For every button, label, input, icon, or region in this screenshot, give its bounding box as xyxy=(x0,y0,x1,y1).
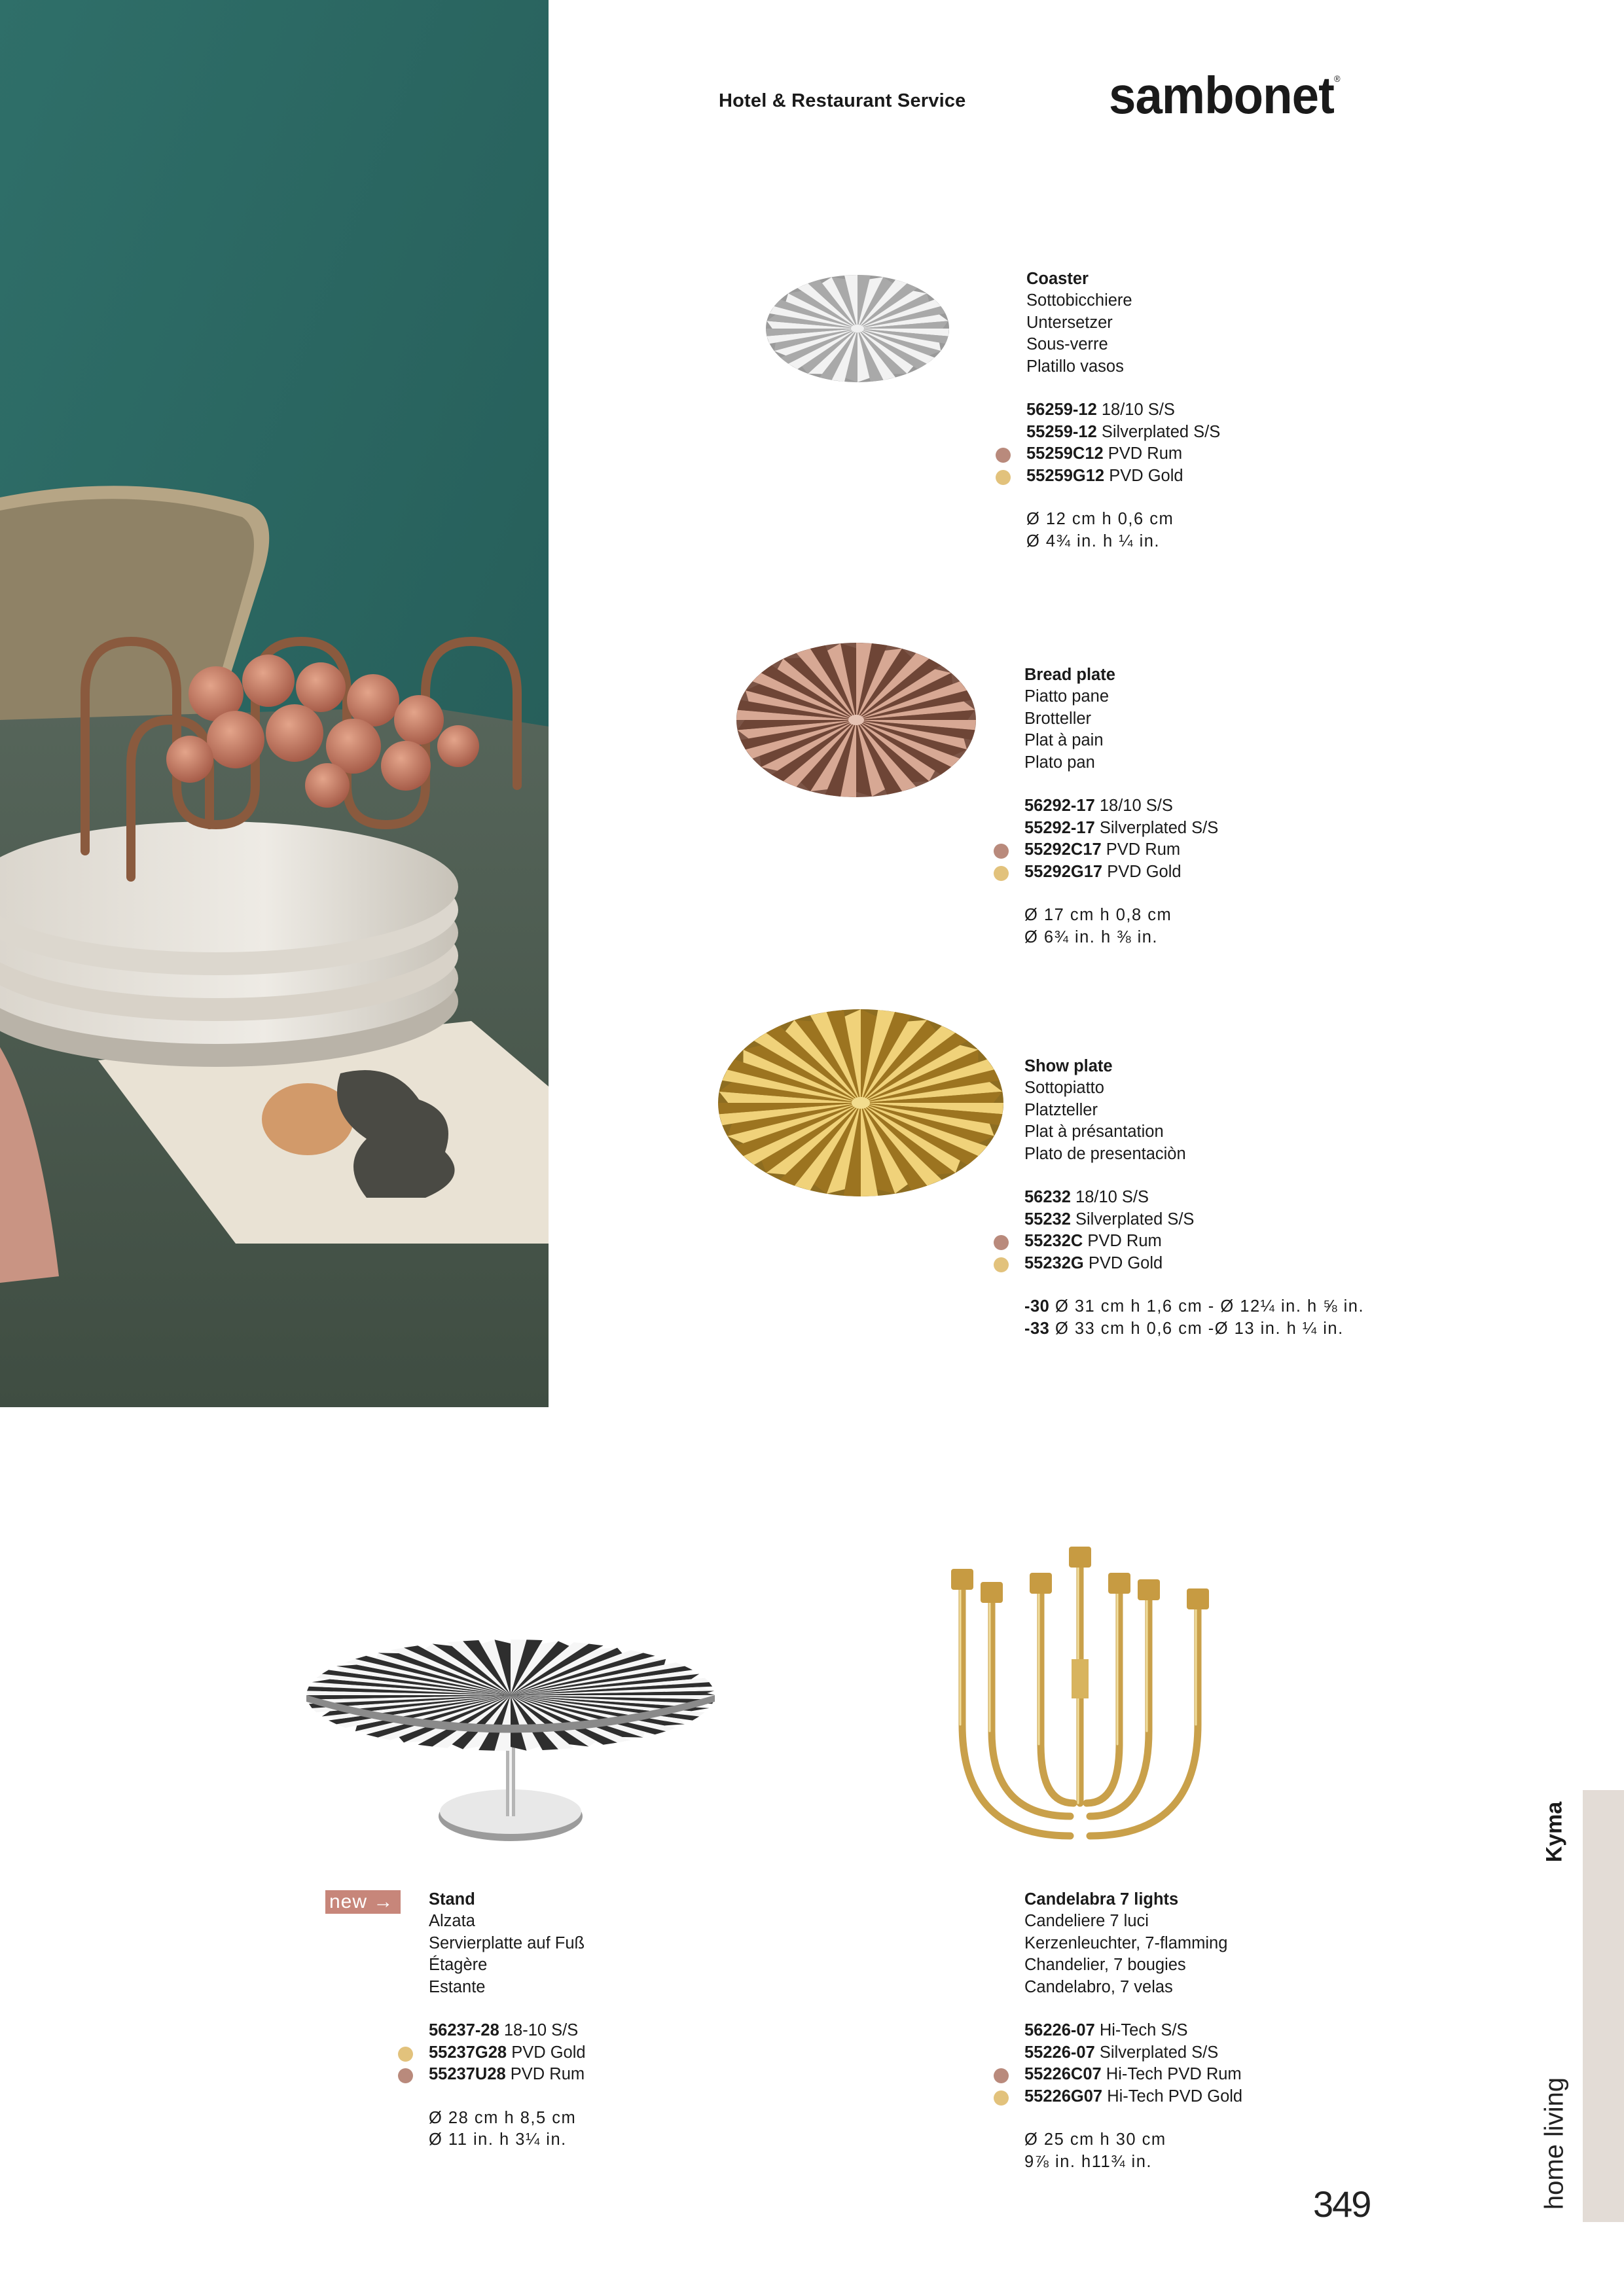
dimension-metric: Ø 28 cm h 8,5 cm xyxy=(429,2109,577,2128)
product-code: 55259G12 xyxy=(1026,466,1105,485)
product-title: Stand xyxy=(429,1890,475,1909)
code-line xyxy=(1024,2086,1242,2108)
code-line xyxy=(1024,1230,1364,1252)
product-code: 55232C xyxy=(1024,1232,1083,1251)
code-desc: Hi-Tech S/S xyxy=(1094,2021,1188,2040)
dimension-size-33 xyxy=(1024,1318,1364,1340)
section-label xyxy=(1538,2068,1571,2219)
rum-finish-dot xyxy=(994,2068,1009,2083)
show-plate-info xyxy=(1024,1056,1364,1340)
size-text: Ø 33 cm h 0,6 cm -Ø 13 in. h ¼ in. xyxy=(1049,1319,1344,1338)
code-line xyxy=(1024,2064,1242,2085)
product-code: 55226G07 xyxy=(1024,2087,1103,2106)
dimension-imperial: Ø 11 in. h 3¼ in. xyxy=(429,2130,567,2149)
new-badge: new → xyxy=(325,1890,401,1914)
product-name-it: Sottopiatto xyxy=(1024,1079,1104,1098)
code-desc: 18-10 S/S xyxy=(499,2021,579,2040)
product-code: 56237-28 xyxy=(429,2021,499,2040)
code-desc: Silverplated S/S xyxy=(1094,2043,1219,2062)
code-line xyxy=(1026,399,1220,421)
code-desc: PVD Gold xyxy=(1083,1253,1163,1272)
code-line xyxy=(1024,1187,1364,1208)
code-desc: PVD Rum xyxy=(505,2065,585,2084)
side-tab xyxy=(1583,1790,1624,2222)
code-line xyxy=(1024,817,1218,839)
rum-finish-dot xyxy=(994,844,1009,859)
show-plate-image xyxy=(713,1005,1008,1201)
product-name-es: Candelabro, 7 velas xyxy=(1024,1977,1173,1996)
code-desc: 18/10 S/S xyxy=(1094,797,1173,816)
code-desc: Silverplated S/S xyxy=(1070,1210,1195,1229)
gold-finish-dot xyxy=(996,470,1011,485)
coaster-info xyxy=(1026,268,1220,552)
product-code: 55232 xyxy=(1024,1210,1071,1229)
code-line xyxy=(1026,443,1220,465)
code-desc: PVD Rum xyxy=(1083,1232,1162,1251)
code-desc: PVD Gold xyxy=(1102,862,1182,881)
code-desc: 18/10 S/S xyxy=(1096,401,1175,420)
product-code: 56232 xyxy=(1024,1188,1071,1207)
brand-name: sambonet xyxy=(1109,66,1334,124)
bread-plate-info xyxy=(1024,664,1218,948)
rum-finish-dot xyxy=(994,1235,1009,1250)
code-desc: PVD Rum xyxy=(1101,840,1181,859)
code-line xyxy=(1024,861,1218,883)
product-name-fr: Chandelier, 7 bougies xyxy=(1024,1956,1186,1975)
stand-image xyxy=(301,1630,720,1865)
gold-finish-dot xyxy=(994,866,1009,881)
product-title: Candelabra 7 lights xyxy=(1024,1890,1179,1909)
product-name-it: Sottobicchiere xyxy=(1026,291,1132,310)
code-desc: Silverplated S/S xyxy=(1096,422,1221,441)
dimension-metric: Ø 25 cm h 30 cm xyxy=(1024,2130,1166,2149)
product-name-de: Kerzenleuchter, 7-flamming xyxy=(1024,1933,1228,1952)
product-code: 56292-17 xyxy=(1024,797,1095,816)
product-code: 55237U28 xyxy=(429,2065,506,2084)
product-name-fr: Plat à pain xyxy=(1024,731,1104,750)
dimension-metric: Ø 17 cm h 0,8 cm xyxy=(1024,906,1172,925)
rum-finish-dot xyxy=(398,2068,413,2083)
product-name-it: Piatto pane xyxy=(1024,687,1110,706)
code-line xyxy=(1026,422,1220,443)
product-code: 55237G28 xyxy=(429,2043,507,2062)
product-title: Bread plate xyxy=(1024,666,1115,684)
product-name-fr: Étagère xyxy=(429,1956,488,1975)
product-code: 55292G17 xyxy=(1024,862,1103,881)
size-text: Ø 31 cm h 1,6 cm - Ø 12¼ in. h ⅝ in. xyxy=(1049,1297,1365,1316)
stand-info xyxy=(429,1889,586,2151)
code-desc: PVD Rum xyxy=(1103,444,1183,463)
product-name-de: Brotteller xyxy=(1024,709,1092,728)
product-code: 56259-12 xyxy=(1026,401,1097,420)
product-name-it: Candeliere 7 luci xyxy=(1024,1912,1149,1931)
product-name-es: Plato pan xyxy=(1024,753,1095,772)
product-name-es: Plato de presentaciòn xyxy=(1024,1144,1186,1163)
code-line xyxy=(429,2064,586,2085)
product-code: 55226C07 xyxy=(1024,2065,1102,2084)
product-name-de: Servierplatte auf Fuß xyxy=(429,1933,585,1952)
dimension-size-30 xyxy=(1024,1296,1364,1318)
product-code: 55232G xyxy=(1024,1253,1084,1272)
bread-plate-image xyxy=(732,638,981,802)
code-line xyxy=(429,2042,586,2064)
gold-finish-dot xyxy=(994,1257,1009,1272)
code-desc: Hi-Tech PVD Rum xyxy=(1101,2065,1242,2084)
product-name-es: Platillo vasos xyxy=(1026,357,1124,376)
product-code: 55259C12 xyxy=(1026,444,1104,463)
product-code: 55226-07 xyxy=(1024,2043,1095,2062)
code-line xyxy=(1024,1253,1364,1274)
dimension-imperial: 9⅞ in. h11¾ in. xyxy=(1024,2152,1152,2171)
coaster-image xyxy=(763,268,952,386)
dimension-imperial: Ø 4¾ in. h ¼ in. xyxy=(1026,531,1161,550)
code-desc: PVD Gold xyxy=(507,2043,586,2062)
product-code: 56226-07 xyxy=(1024,2021,1095,2040)
code-line xyxy=(429,2020,586,2041)
page-number: 349 xyxy=(1313,2183,1371,2225)
size-code: -30 xyxy=(1024,1297,1050,1316)
product-title: Coaster xyxy=(1026,270,1089,288)
product-name-de: Untersetzer xyxy=(1026,313,1113,332)
header-service-title: Hotel & Restaurant Service xyxy=(719,90,966,111)
code-line xyxy=(1024,839,1218,861)
candelabra-image xyxy=(926,1528,1234,1882)
code-line xyxy=(1026,465,1220,487)
size-code: -33 xyxy=(1024,1319,1050,1338)
dimension-imperial: Ø 6¾ in. h ⅜ in. xyxy=(1024,927,1159,946)
code-line xyxy=(1024,1209,1364,1230)
product-name-fr: Plat à présantation xyxy=(1024,1122,1164,1141)
collection-label xyxy=(1538,1791,1571,1873)
code-desc: 18/10 S/S xyxy=(1070,1188,1149,1207)
product-name-it: Alzata xyxy=(429,1912,475,1931)
product-title: Show plate xyxy=(1024,1057,1113,1075)
collection-name: Kyma xyxy=(1542,1801,1567,1862)
product-name-fr: Sous-verre xyxy=(1026,335,1108,354)
hero-photo xyxy=(0,0,549,1407)
dimension-metric: Ø 12 cm h 0,6 cm xyxy=(1026,510,1174,529)
sambonet-logo xyxy=(1109,65,1340,126)
product-name-de: Platzteller xyxy=(1024,1100,1098,1119)
code-desc: Silverplated S/S xyxy=(1094,818,1219,837)
product-name-es: Estante xyxy=(429,1977,486,1996)
gold-finish-dot xyxy=(398,2047,413,2062)
product-code: 55259-12 xyxy=(1026,422,1097,441)
rum-finish-dot xyxy=(996,448,1011,463)
code-line xyxy=(1024,2020,1242,2041)
product-code: 55292-17 xyxy=(1024,818,1095,837)
code-line xyxy=(1024,795,1218,817)
code-line xyxy=(1024,2042,1242,2064)
section-name: home living xyxy=(1540,2077,1569,2210)
registered-mark: ® xyxy=(1333,73,1340,84)
candelabra-info xyxy=(1024,1889,1242,2173)
gold-finish-dot xyxy=(994,2090,1009,2106)
code-desc: Hi-Tech PVD Gold xyxy=(1102,2087,1243,2106)
product-code: 55292C17 xyxy=(1024,840,1102,859)
code-desc: PVD Gold xyxy=(1104,466,1183,485)
